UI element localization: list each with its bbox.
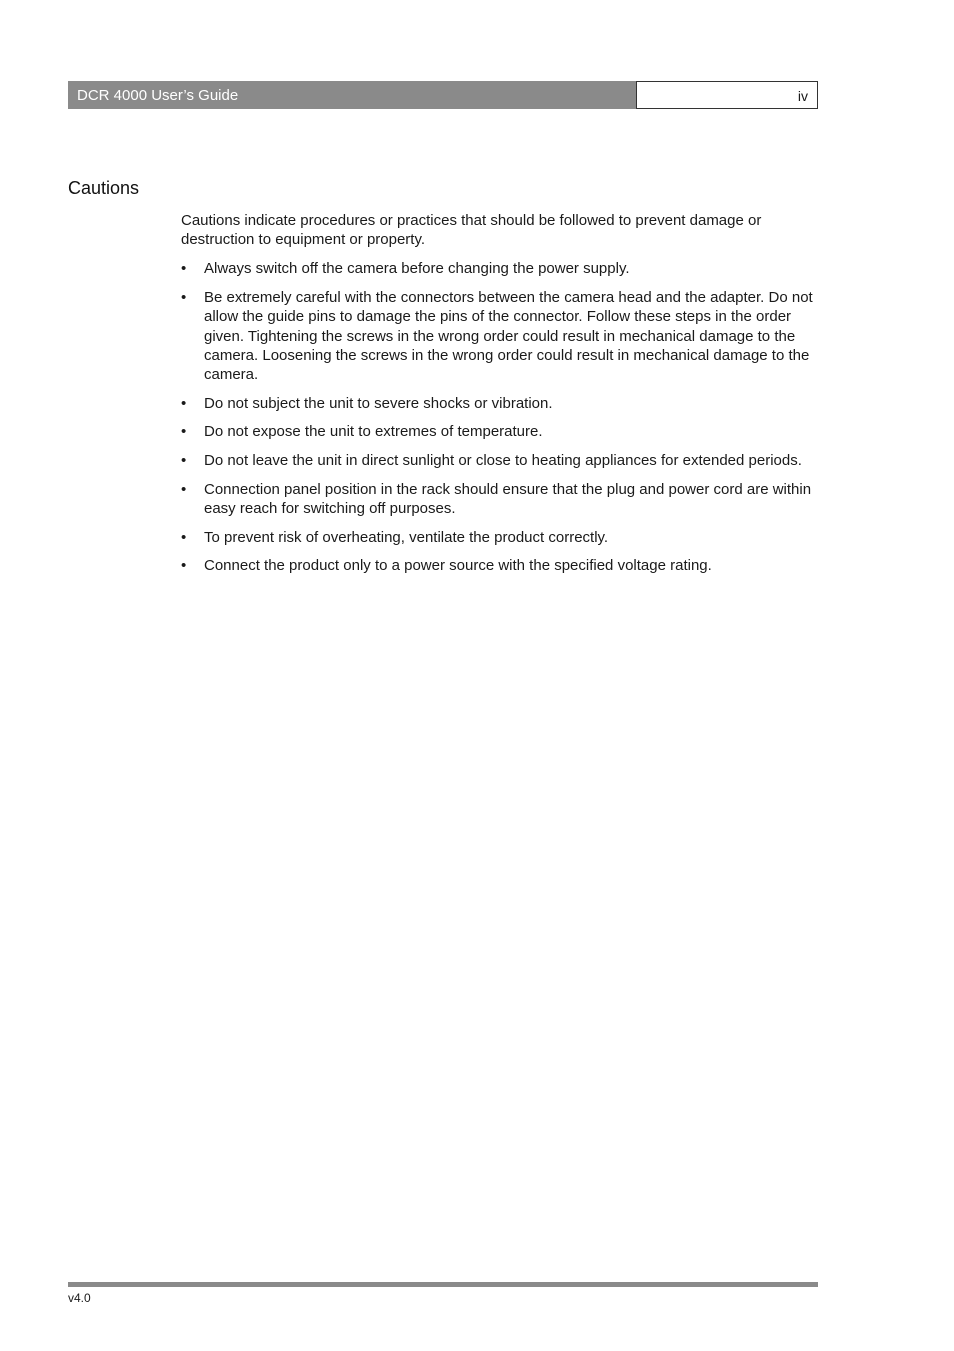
list-item-text: Do not leave the unit in direct sunlight or close to heating appliances for extended periods. bbox=[204, 452, 802, 470]
page-number: iv bbox=[797, 88, 808, 104]
section-title: Cautions bbox=[68, 178, 140, 198]
list-item-text: Do not expose the unit to extremes of temperature. bbox=[204, 423, 543, 441]
document-title: DCR 4000 User’s Guide bbox=[77, 87, 239, 104]
list-item-text: Connect the product only to a power source with the specified voltage rating. bbox=[204, 557, 712, 575]
bullet-icon: • bbox=[181, 289, 187, 307]
bullet-icon: • bbox=[181, 480, 187, 498]
section-body bbox=[181, 211, 821, 585]
list-item bbox=[181, 259, 821, 278]
bullet-icon: • bbox=[181, 452, 187, 470]
version-label: v4.0 bbox=[68, 1291, 91, 1305]
list-item bbox=[181, 556, 821, 575]
bullet-icon: • bbox=[181, 423, 187, 441]
page-number-box bbox=[636, 81, 818, 109]
bullet-icon: • bbox=[181, 557, 187, 575]
list-item-text: Connection panel position in the rack should ensure that the plug and power cord are within easy reach for switching off purposes. bbox=[204, 480, 812, 517]
list-item bbox=[181, 480, 821, 518]
header-bar bbox=[68, 81, 636, 109]
list-item-text: Always switch off the camera before changing the power supply. bbox=[204, 260, 630, 278]
list-item bbox=[181, 451, 821, 470]
bullet-icon: • bbox=[181, 394, 187, 412]
list-item-text: Be extremely careful with the connectors between the camera head and the adapter. Do not allow the guide pins to damage the pins of the connector. Follow these steps in the order given. Tightening the screws in the wrong order could result in mechanical damage to the camera. Loosening the screws in the wrong order could result in mechanical damage to the camera. bbox=[204, 289, 813, 383]
bullet-icon: • bbox=[181, 528, 187, 546]
list-item bbox=[181, 422, 821, 441]
footer-rule bbox=[68, 1282, 818, 1287]
list-item-text: Do not subject the unit to severe shocks or vibration. bbox=[204, 394, 553, 412]
list-item bbox=[181, 528, 821, 547]
list-item bbox=[181, 288, 821, 384]
bullet-icon: • bbox=[181, 260, 187, 278]
list-item bbox=[181, 394, 821, 413]
intro-paragraph: Cautions indicate procedures or practices that should be followed to prevent damage or destruction to equipment or property. bbox=[181, 212, 762, 249]
list-item-text: To prevent risk of overheating, ventilate the product correctly. bbox=[204, 528, 609, 546]
cautions-list bbox=[181, 259, 821, 575]
